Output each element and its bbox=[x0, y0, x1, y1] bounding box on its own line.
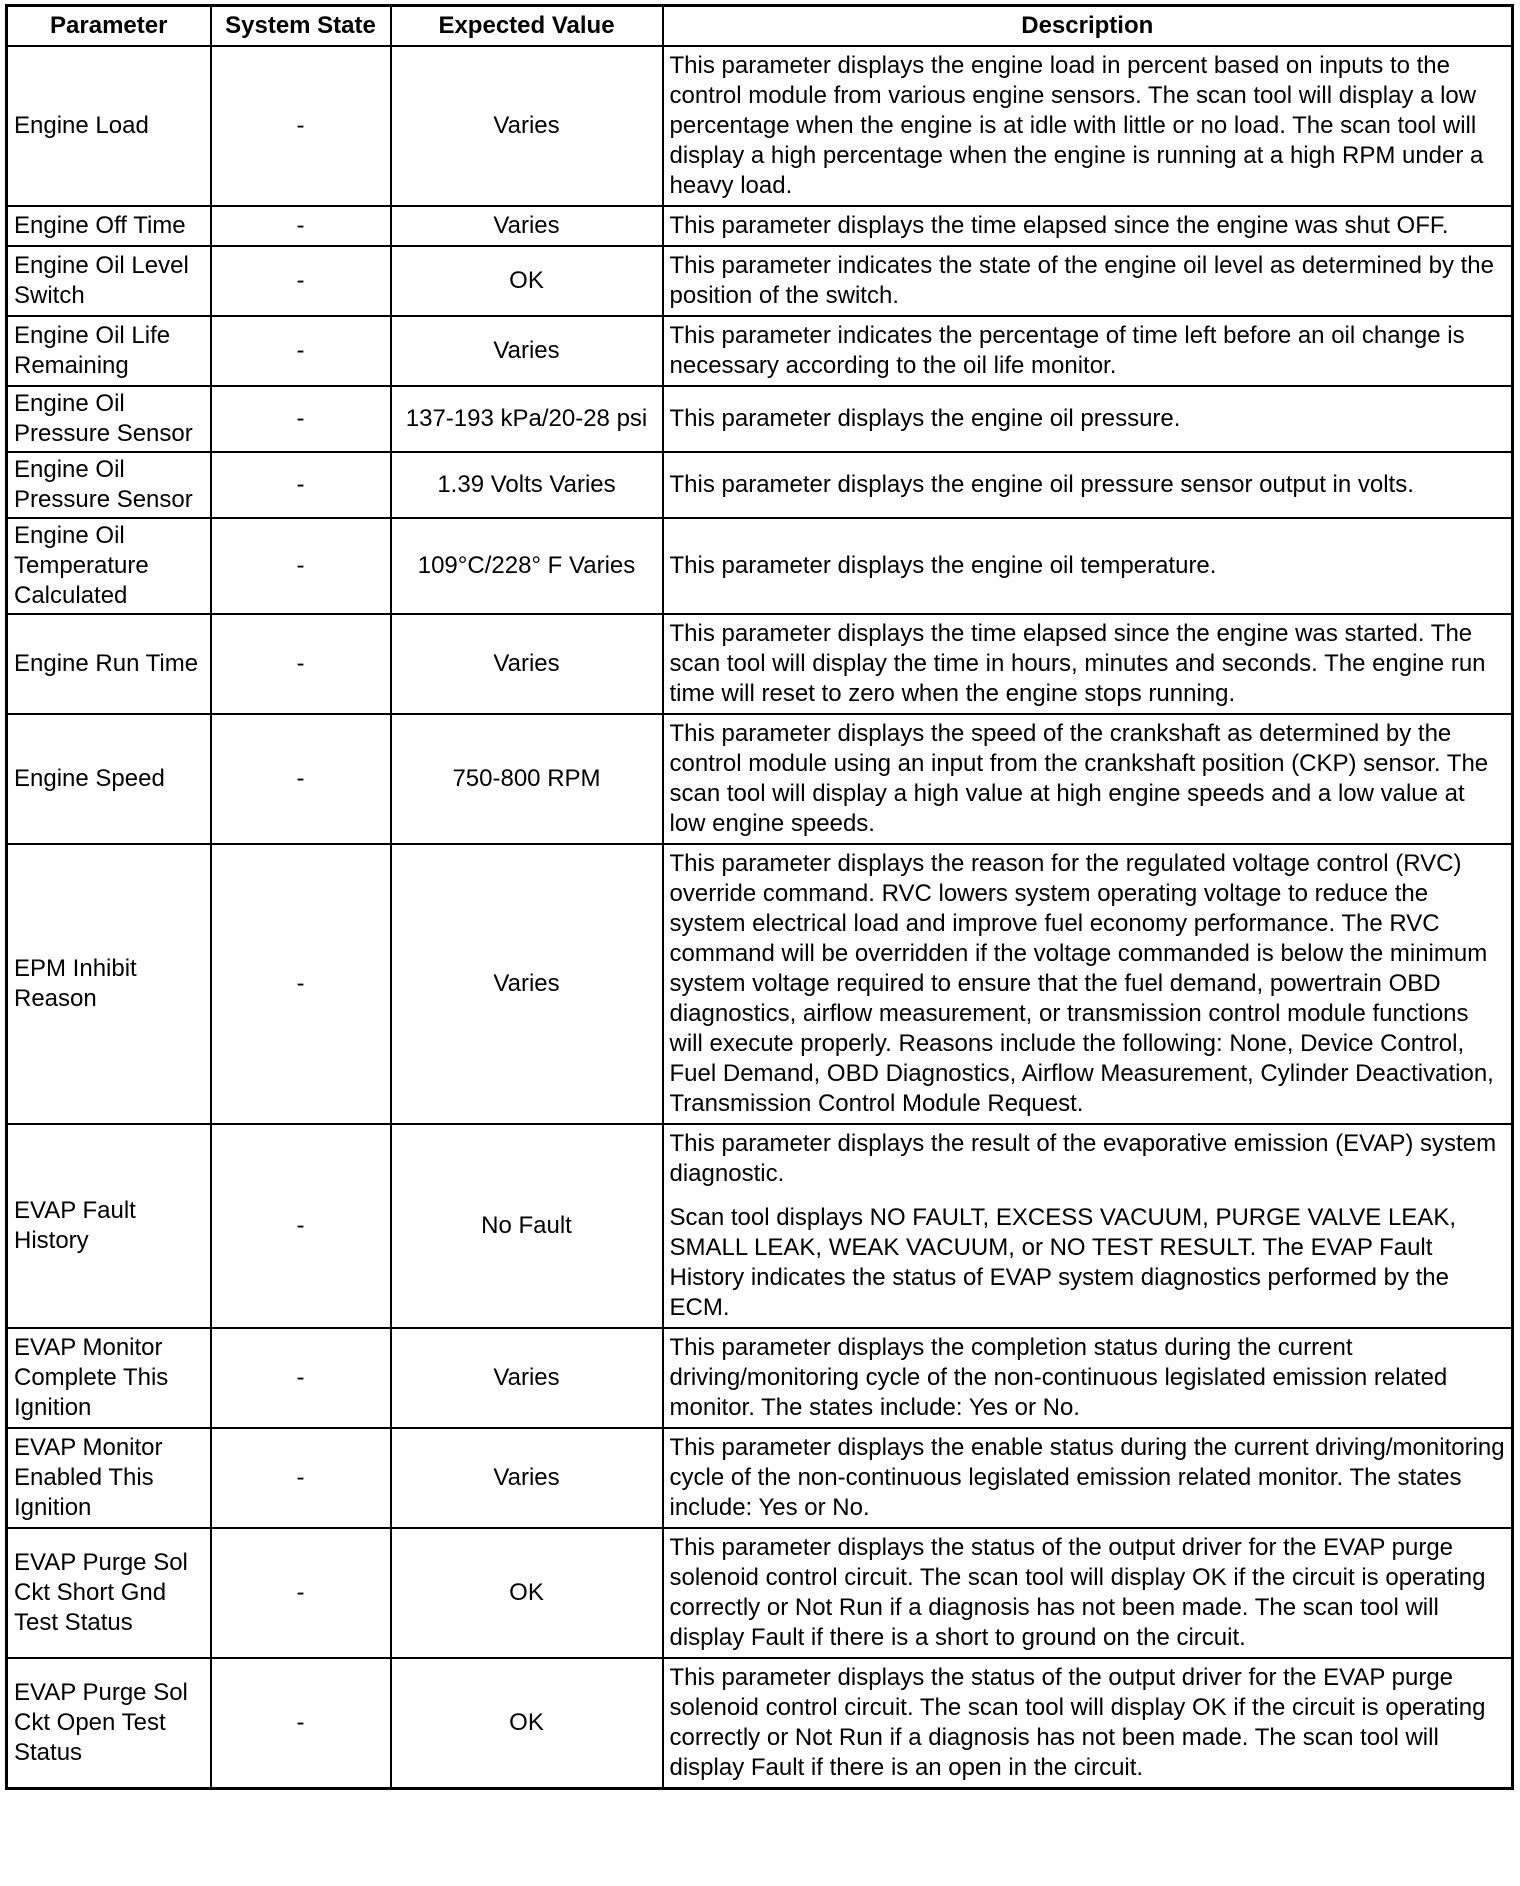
header-row bbox=[7, 6, 1513, 47]
parameter-cell: EPM Inhibit Reason bbox=[7, 844, 211, 1124]
parameter-cell: Engine Speed bbox=[7, 714, 211, 844]
table-row bbox=[7, 386, 1513, 452]
expected-value-cell: 137-193 kPa/20-28 psi bbox=[391, 386, 663, 452]
table-row bbox=[7, 844, 1513, 1124]
system-state-cell: - bbox=[211, 1428, 391, 1528]
parameter-cell: Engine Oil Temperature Calculated bbox=[7, 518, 211, 614]
expected-value-cell: No Fault bbox=[391, 1124, 663, 1328]
parameter-cell: Engine Load bbox=[7, 46, 211, 206]
expected-value-cell: Varies bbox=[391, 1328, 663, 1428]
description-cell bbox=[663, 1658, 1513, 1789]
table-row bbox=[7, 1658, 1513, 1789]
system-state-cell: - bbox=[211, 1658, 391, 1789]
system-state-cell: - bbox=[211, 386, 391, 452]
expected-value-cell: Varies bbox=[391, 316, 663, 386]
description-cell bbox=[663, 1528, 1513, 1658]
table-row bbox=[7, 614, 1513, 714]
description-cell bbox=[663, 246, 1513, 316]
system-state-cell: - bbox=[211, 246, 391, 316]
description-cell bbox=[663, 518, 1513, 614]
parameter-cell: EVAP Purge Sol Ckt Open Test Status bbox=[7, 1658, 211, 1789]
expected-value-cell: Varies bbox=[391, 46, 663, 206]
parameter-cell: Engine Oil Life Remaining bbox=[7, 316, 211, 386]
header-description: Description bbox=[663, 6, 1513, 47]
system-state-cell: - bbox=[211, 518, 391, 614]
system-state-cell: - bbox=[211, 316, 391, 386]
system-state-cell: - bbox=[211, 614, 391, 714]
description-cell bbox=[663, 714, 1513, 844]
parameter-cell: Engine Off Time bbox=[7, 206, 211, 246]
expected-value-cell: Varies bbox=[391, 1428, 663, 1528]
system-state-cell: - bbox=[211, 206, 391, 246]
description-paragraph: This parameter displays the engine oil pressure sensor output in volts. bbox=[669, 471, 1414, 498]
header-system-state: System State bbox=[211, 6, 391, 47]
description-cell bbox=[663, 46, 1513, 206]
table-row bbox=[7, 714, 1513, 844]
description-paragraph: This parameter displays the engine oil pressure. bbox=[669, 405, 1181, 432]
system-state-cell: - bbox=[211, 1328, 391, 1428]
description-paragraph: This parameter displays the time elapsed since the engine was started. The scan tool will display the time in hours, minutes and seconds. The engine run time will reset to zero when the engine stops running. bbox=[669, 620, 1486, 707]
expected-value-cell: Varies bbox=[391, 844, 663, 1124]
parameter-cell: Engine Oil Pressure Sensor bbox=[7, 452, 211, 518]
parameter-table bbox=[5, 4, 1514, 1790]
expected-value-cell: OK bbox=[391, 1528, 663, 1658]
system-state-cell: - bbox=[211, 452, 391, 518]
table-row bbox=[7, 246, 1513, 316]
description-cell bbox=[663, 614, 1513, 714]
description-paragraph: This parameter displays the result of the evaporative emission (EVAP) system diagnostic. bbox=[669, 1130, 1497, 1187]
description-paragraph: This parameter displays the enable status during the current driving/monitoring cycle of the non-continuous legislated emission related monitor. The states include: Yes or No. bbox=[669, 1434, 1505, 1521]
parameter-cell: Engine Run Time bbox=[7, 614, 211, 714]
parameter-cell: Engine Oil Level Switch bbox=[7, 246, 211, 316]
system-state-cell: - bbox=[211, 46, 391, 206]
description-paragraph: This parameter displays the engine load in percent based on inputs to the control module from various engine sensors. The scan tool will display a low percentage when the engine is at idle with little or no load. The scan tool will display a high percentage when the engine is running at a high RPM under a heavy load. bbox=[669, 52, 1484, 199]
description-paragraph: This parameter displays the speed of the crankshaft as determined by the control module using an input from the crankshaft position (CKP) sensor. The scan tool will display a high value at high engine speeds and a low value at low engine speeds. bbox=[669, 720, 1489, 837]
header-expected-value: Expected Value bbox=[391, 6, 663, 47]
system-state-cell: - bbox=[211, 844, 391, 1124]
table-body bbox=[7, 46, 1513, 1789]
table-row bbox=[7, 1528, 1513, 1658]
table-row bbox=[7, 452, 1513, 518]
parameter-cell: EVAP Monitor Complete This Ignition bbox=[7, 1328, 211, 1428]
expected-value-cell: OK bbox=[391, 1658, 663, 1789]
header-parameter: Parameter bbox=[7, 6, 211, 47]
description-cell bbox=[663, 1328, 1513, 1428]
description-cell bbox=[663, 1428, 1513, 1528]
expected-value-cell: 1.39 Volts Varies bbox=[391, 452, 663, 518]
parameter-cell: EVAP Monitor Enabled This Ignition bbox=[7, 1428, 211, 1528]
table-row bbox=[7, 316, 1513, 386]
description-paragraph: This parameter indicates the state of the engine oil level as determined by the position of the switch. bbox=[669, 252, 1494, 309]
table-row bbox=[7, 518, 1513, 614]
description-paragraph: This parameter displays the engine oil temperature. bbox=[669, 552, 1217, 579]
expected-value-cell: OK bbox=[391, 246, 663, 316]
description-paragraph: This parameter displays the completion status during the current driving/monitoring cycle of the non-continuous legislated emission related monitor. The states include: Yes or No. bbox=[669, 1334, 1448, 1421]
description-cell bbox=[663, 386, 1513, 452]
description-paragraph: This parameter displays the time elapsed since the engine was shut OFF. bbox=[669, 212, 1449, 239]
description-cell bbox=[663, 452, 1513, 518]
parameter-cell: Engine Oil Pressure Sensor bbox=[7, 386, 211, 452]
table-row bbox=[7, 1428, 1513, 1528]
description-paragraph: Scan tool displays NO FAULT, EXCESS VACUUM, PURGE VALVE LEAK, SMALL LEAK, WEAK VACUUM, or NO TEST RESULT. The EVAP Fault History indicates the status of EVAP system diagnostics performed by the ECM. bbox=[669, 1204, 1456, 1321]
description-paragraph: This parameter indicates the percentage of time left before an oil change is necessary according to the oil life monitor. bbox=[669, 322, 1465, 379]
table-row bbox=[7, 206, 1513, 246]
expected-value-cell: Varies bbox=[391, 614, 663, 714]
system-state-cell: - bbox=[211, 714, 391, 844]
description-paragraph: This parameter displays the reason for the regulated voltage control (RVC) override command. RVC lowers system operating voltage to reduce the system electrical load and improve fuel economy performance. The RVC command will be overridden if the voltage commanded is below the minimum system voltage required to ensure that the fuel demand, powertrain OBD diagnostics, airflow measurement, or transmission control module functions will execute properly. Reasons include the following: None, Device Control, Fuel Demand, OBD Diagnostics, Airflow Measurement, Cylinder Deactivation, Transmission Control Module Request. bbox=[669, 850, 1494, 1117]
description-cell bbox=[663, 1124, 1513, 1328]
description-cell bbox=[663, 844, 1513, 1124]
expected-value-cell: Varies bbox=[391, 206, 663, 246]
description-paragraph: This parameter displays the status of the output driver for the EVAP purge solenoid control circuit. The scan tool will display OK if the circuit is operating correctly or Not Run if a diagnosis has not been made. The scan tool will display Fault if there is a short to ground on the circuit. bbox=[669, 1534, 1486, 1651]
system-state-cell: - bbox=[211, 1528, 391, 1658]
expected-value-cell: 750-800 RPM bbox=[391, 714, 663, 844]
table-row bbox=[7, 1124, 1513, 1328]
table-row bbox=[7, 1328, 1513, 1428]
document-page bbox=[5, 4, 1511, 1790]
parameter-cell: EVAP Purge Sol Ckt Short Gnd Test Status bbox=[7, 1528, 211, 1658]
description-cell bbox=[663, 316, 1513, 386]
expected-value-cell: 109°C/228° F Varies bbox=[391, 518, 663, 614]
table-row bbox=[7, 46, 1513, 206]
description-cell bbox=[663, 206, 1513, 246]
system-state-cell: - bbox=[211, 1124, 391, 1328]
parameter-cell: EVAP Fault History bbox=[7, 1124, 211, 1328]
description-paragraph: This parameter displays the status of the output driver for the EVAP purge solenoid control circuit. The scan tool will display OK if the circuit is operating correctly or Not Run if a diagnosis has not been made. The scan tool will display Fault if there is an open in the circuit. bbox=[669, 1664, 1486, 1781]
